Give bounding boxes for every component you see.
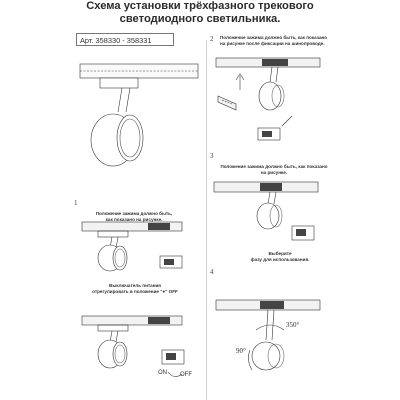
step-number-1: 1 xyxy=(74,199,78,207)
step4-lamp-drawing xyxy=(216,300,320,370)
step3-lamp-drawing xyxy=(214,182,318,240)
step2-caption-line2: на рисунке после фиксации на шинопроводе. xyxy=(220,40,325,46)
arrow-diagonal-icon xyxy=(282,116,292,126)
curved-arrow-icon xyxy=(168,372,182,377)
switch-off-label: OFF xyxy=(180,372,192,378)
step1-clamp-caption-line1: Положение зажима должно быть, xyxy=(95,211,173,216)
step3-caption-line1: Положение зажима должно быть, как показано xyxy=(220,164,328,169)
step1-switch-caption-line1: Выключатель питания xyxy=(109,283,161,288)
step2-caption-line1: Положение зажима должно быть, как показано xyxy=(220,35,328,40)
step-number-4: 4 xyxy=(210,268,214,276)
title-line-2: светодиодного светильника. xyxy=(119,12,281,25)
overview-lamp-drawing xyxy=(80,64,198,166)
step3-select-line2: фазу для использования. xyxy=(250,256,310,262)
arrow-up-icon xyxy=(236,74,244,90)
step3-select-line1: Выберите xyxy=(268,251,292,256)
angle-350-label: 350° xyxy=(286,321,300,329)
step-number-3: 3 xyxy=(210,152,214,160)
switch-on-label: ON xyxy=(158,370,167,376)
step1-clamp-caption-line2: как показано на рисунке. xyxy=(105,216,163,222)
article-number: Арт. 358330 - 358331 xyxy=(76,33,174,46)
step1-switch-caption-line2: отрегулировать в положение "●" OFF xyxy=(92,288,178,294)
step1-switch-drawing xyxy=(82,316,184,377)
step1-lamp-drawing xyxy=(82,222,182,271)
step3-caption-line2: на рисунке. xyxy=(260,169,288,175)
title-line-1: Схема установки трёхфазного трекового xyxy=(86,0,314,12)
rotate-arrow-icon xyxy=(256,325,284,330)
angle-90-label: 90° xyxy=(236,347,246,355)
step2-lamp-drawing xyxy=(216,58,320,140)
step-number-2: 2 xyxy=(210,35,214,43)
